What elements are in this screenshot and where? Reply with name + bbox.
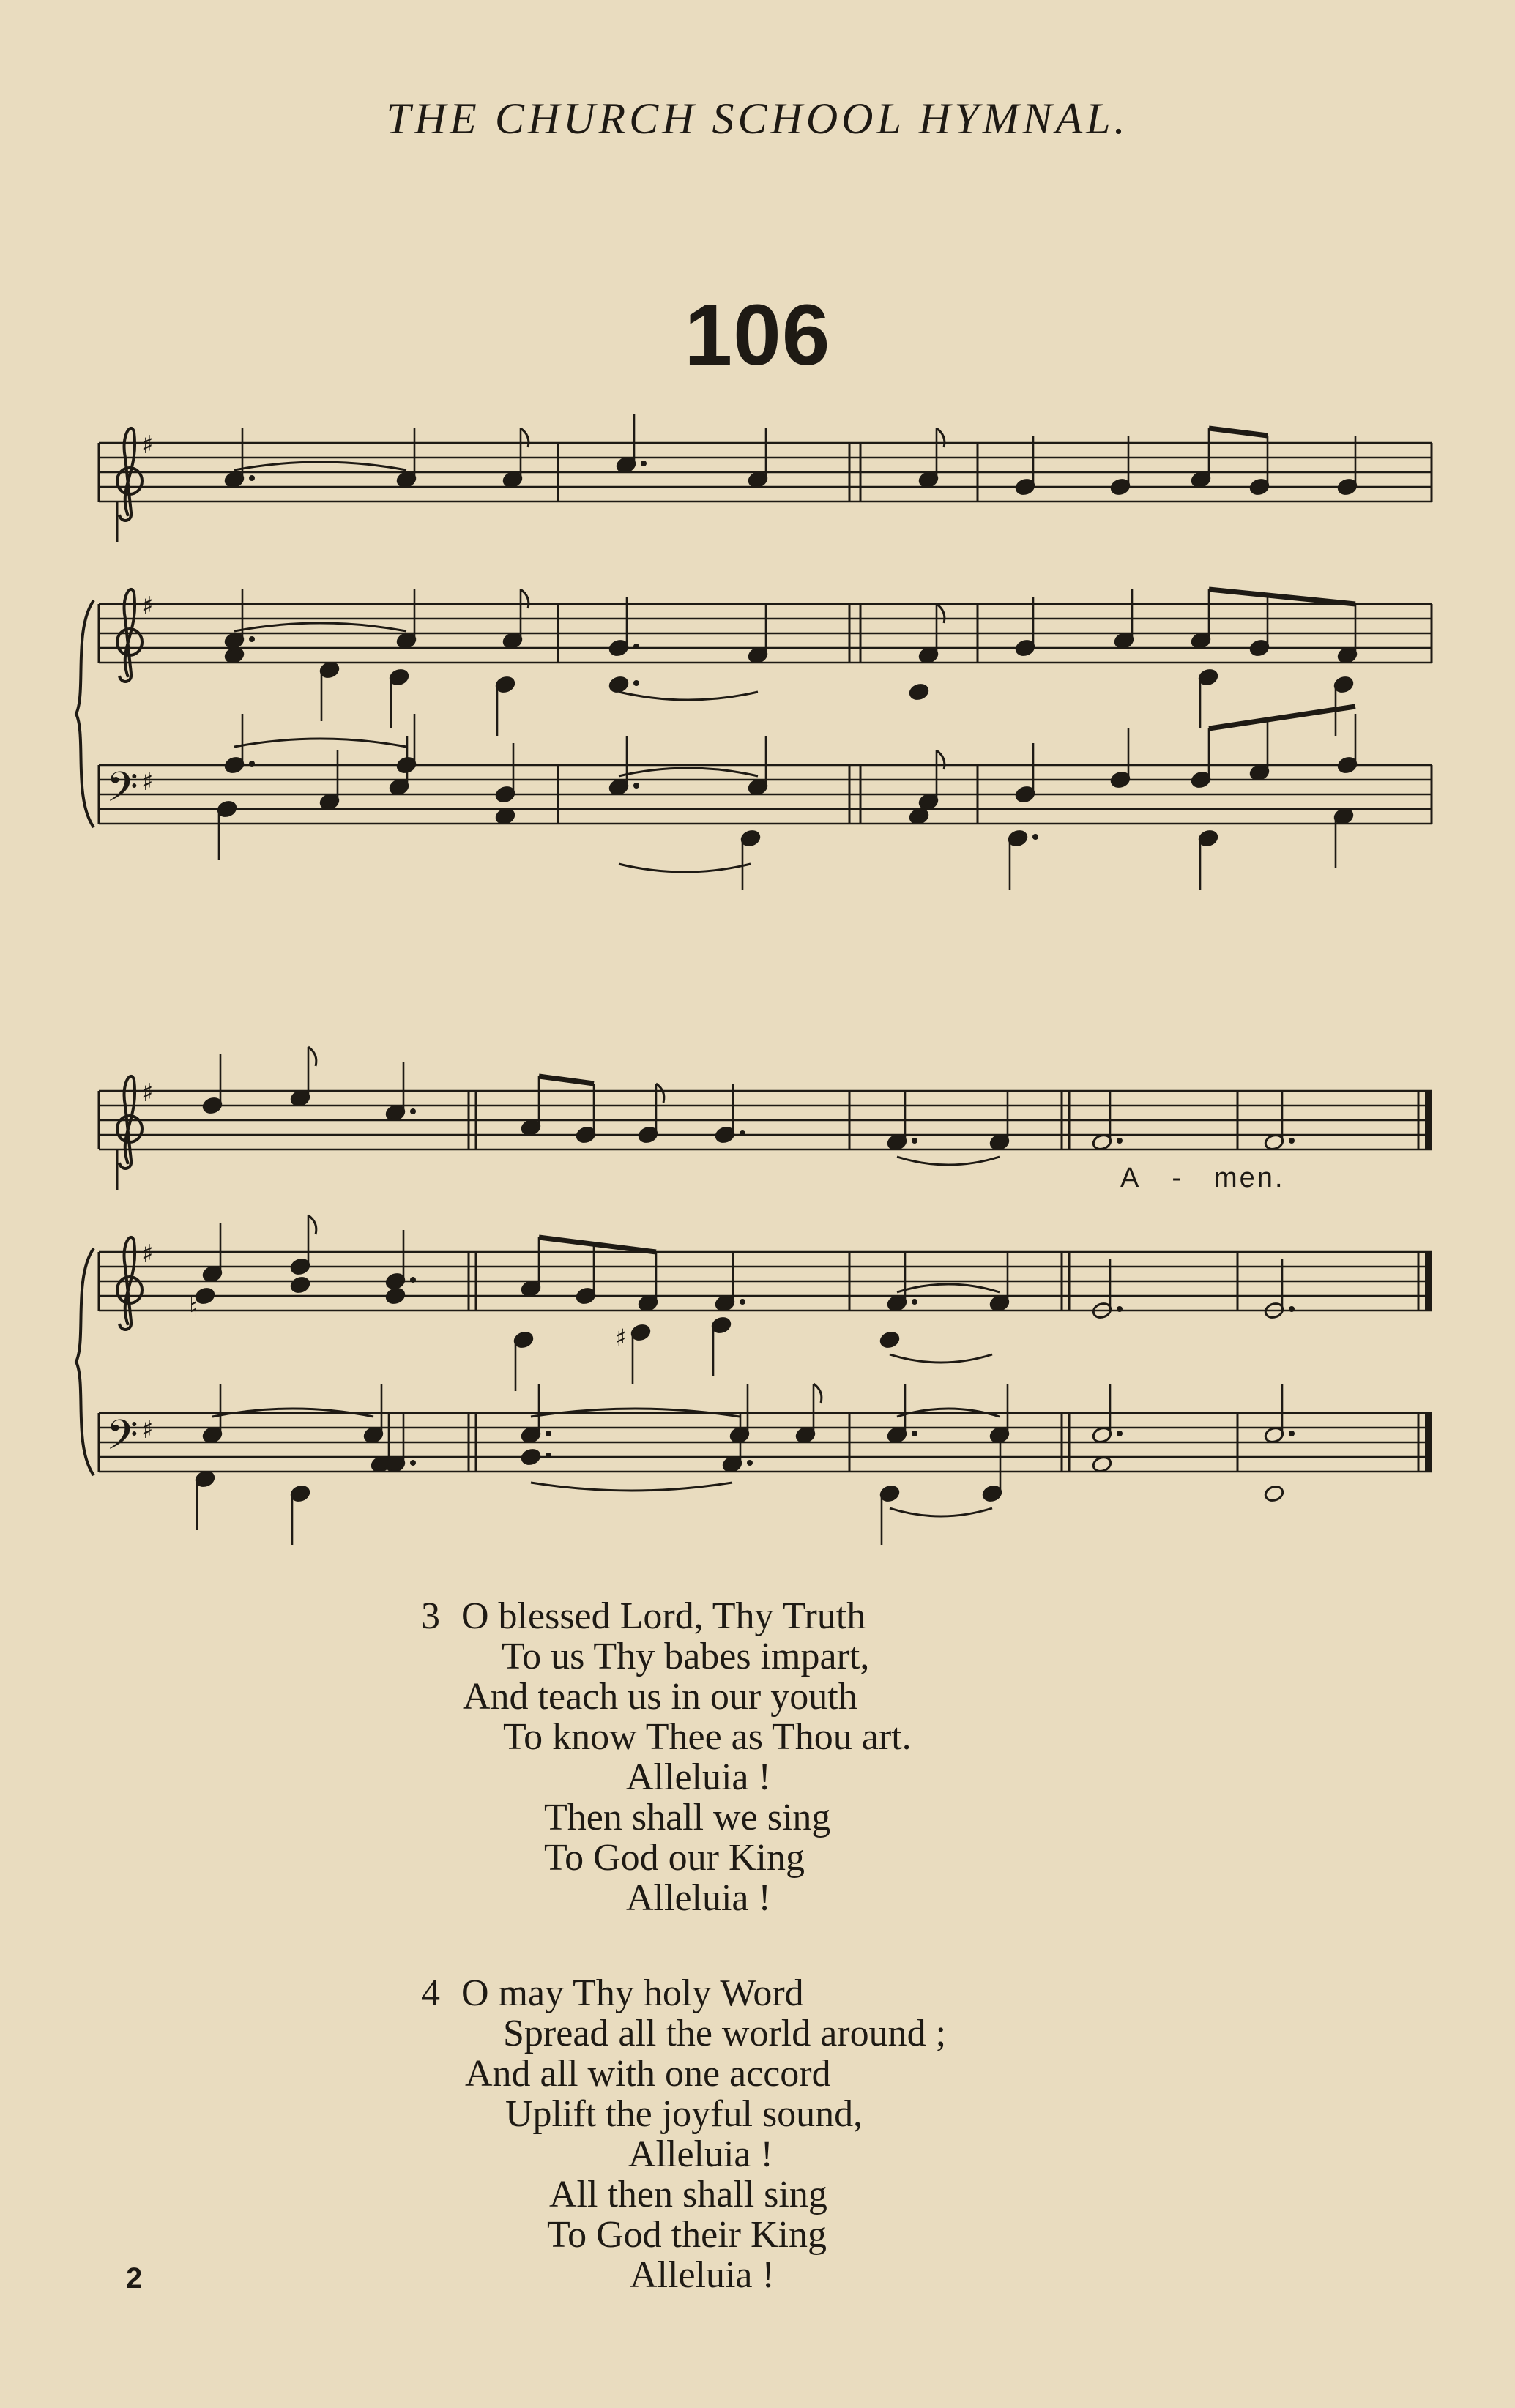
brace: [76, 600, 94, 827]
flag: [521, 428, 529, 447]
note: [1015, 743, 1036, 804]
note: [513, 1330, 535, 1391]
note: [887, 1091, 917, 1152]
note: [521, 1076, 542, 1137]
verse-line: Then shall we sing: [544, 1797, 831, 1838]
amen-lyric: [1120, 1163, 1285, 1194]
bass-clef-glyph: 𝄢: [106, 1412, 138, 1469]
notehead: [1264, 1484, 1285, 1502]
note: [711, 1316, 732, 1376]
flag: [814, 1384, 822, 1403]
note: [608, 736, 639, 797]
verse-line: O blessed Lord, Thy Truth: [461, 1595, 866, 1637]
dot: [546, 1431, 551, 1436]
tie: [619, 768, 758, 776]
note: [202, 1223, 223, 1283]
note: [521, 1237, 542, 1298]
note: [1264, 1484, 1285, 1502]
tie: [619, 864, 751, 872]
notehead: [1092, 1455, 1113, 1473]
note: [608, 675, 639, 693]
tie: [890, 1508, 992, 1516]
note: [363, 1384, 384, 1445]
sharp-icon: ♯: [141, 1078, 154, 1108]
note: [502, 589, 529, 650]
note: [1333, 807, 1355, 868]
dot: [747, 1460, 753, 1466]
verse-line: To know Thee as Thou art.: [503, 1716, 912, 1758]
note: [224, 646, 245, 664]
tie: [897, 1284, 1000, 1292]
note: [748, 428, 769, 489]
dot: [1289, 1138, 1295, 1144]
note: [1337, 714, 1358, 775]
dot: [1117, 1431, 1123, 1436]
note: [1092, 1384, 1123, 1445]
note: [918, 428, 945, 489]
note: [1008, 829, 1038, 890]
dot: [633, 783, 639, 789]
note: [748, 736, 769, 797]
note: [982, 1442, 1003, 1503]
note: [290, 1275, 311, 1294]
note: [396, 428, 417, 489]
verse-3: [421, 1596, 1153, 1933]
final-barline: [1425, 1252, 1432, 1311]
dot: [633, 644, 639, 649]
beam: [539, 1237, 656, 1252]
dot: [912, 1299, 917, 1305]
note: [1264, 1091, 1295, 1152]
dot: [1117, 1306, 1123, 1312]
note: [495, 743, 516, 804]
natural-icon: ♮: [189, 1293, 198, 1323]
brace: [76, 1248, 94, 1475]
dot: [740, 1130, 745, 1136]
note: [576, 1245, 597, 1305]
bass-clef-icon: [106, 764, 153, 821]
sharp-icon: ♯: [141, 767, 154, 797]
flag: [937, 604, 945, 623]
dot: [410, 1460, 416, 1466]
dot: [1117, 1138, 1123, 1144]
notehead: [608, 675, 630, 693]
note: [989, 1252, 1010, 1313]
note: [909, 682, 930, 701]
sharp-icon: ♯: [615, 1324, 627, 1352]
note: [385, 1230, 416, 1291]
note: [1015, 597, 1036, 657]
verse-line: To God their King: [547, 2214, 827, 2256]
dot: [410, 1277, 416, 1283]
note: [1015, 436, 1036, 496]
note: [715, 1252, 745, 1313]
hymn-number: 106: [684, 287, 831, 384]
tie: [234, 739, 406, 747]
note: [195, 1469, 216, 1530]
tie: [531, 1483, 732, 1491]
dot: [633, 680, 639, 686]
verse-number: 4: [421, 1972, 440, 2014]
tie: [897, 1157, 1000, 1165]
note: [1337, 604, 1358, 665]
note: [1110, 728, 1131, 789]
note: [638, 1252, 659, 1313]
note: [319, 660, 340, 721]
dot: [740, 1299, 745, 1305]
note: [495, 807, 516, 825]
bass-clef-icon: [106, 1412, 153, 1469]
dot: [1289, 1431, 1295, 1436]
note: [909, 807, 930, 825]
note: [1249, 721, 1270, 782]
verse-line: Alleluia !: [630, 2254, 775, 2296]
notehead: [909, 807, 930, 825]
note: [502, 428, 529, 489]
notehead: [224, 646, 245, 664]
note: [1110, 436, 1131, 496]
note: [740, 829, 762, 890]
beam: [1209, 428, 1268, 436]
note: [1191, 728, 1212, 789]
note: [495, 675, 516, 736]
dot: [912, 1431, 917, 1436]
amen-syllable-men: men.: [1214, 1163, 1285, 1193]
note: [290, 1047, 316, 1108]
note: [608, 597, 639, 657]
note: [224, 589, 255, 650]
running-title: THE CHURCH SCHOOL HYMNAL.: [386, 94, 1129, 143]
note: [715, 1084, 745, 1144]
staff: [99, 1413, 1432, 1472]
note: [224, 428, 255, 489]
note: [879, 1330, 901, 1349]
note: [1264, 1384, 1295, 1445]
dot: [249, 761, 255, 767]
note: [1337, 436, 1358, 496]
verse-line: O may Thy holy Word: [461, 1972, 804, 2014]
beam: [1209, 707, 1355, 728]
page-number: 2: [126, 2262, 143, 2295]
beam: [1209, 589, 1355, 604]
verse-line: Alleluia !: [628, 2133, 773, 2175]
note: [1092, 1455, 1113, 1473]
notehead: [879, 1330, 901, 1349]
amen-hyphen: -: [1172, 1163, 1184, 1193]
tie: [234, 462, 406, 470]
final-barline: [1425, 1091, 1432, 1149]
note: [385, 1062, 416, 1122]
note: [385, 1286, 406, 1305]
note: [887, 1384, 917, 1445]
dot: [1289, 1306, 1295, 1312]
flag: [521, 589, 529, 608]
dot: [249, 475, 255, 481]
note: [1191, 589, 1212, 650]
notehead: [385, 1286, 406, 1305]
verse-line: And teach us in our youth: [463, 1676, 857, 1718]
note: [989, 1091, 1010, 1152]
flag: [937, 750, 945, 769]
note: [630, 1323, 652, 1384]
sharp-icon: ♯: [141, 1415, 154, 1445]
note: [1249, 597, 1270, 657]
verse-4: [421, 1973, 1153, 2310]
dot: [546, 1453, 551, 1458]
verse-line: Alleluia !: [626, 1756, 771, 1798]
verse-line: Spread all the world around ;: [503, 2013, 947, 2054]
note: [887, 1252, 917, 1313]
notehead: [495, 807, 516, 825]
flag: [308, 1215, 316, 1234]
note: [795, 1384, 822, 1445]
beam: [539, 1076, 594, 1084]
note: [879, 1484, 901, 1545]
note: [1114, 589, 1135, 650]
final-barline: [1425, 1413, 1432, 1472]
note: [1198, 829, 1219, 890]
note: [319, 750, 340, 811]
tie: [619, 692, 758, 700]
note: [389, 668, 410, 728]
notehead: [909, 682, 930, 701]
note: [1249, 436, 1270, 496]
verse-line: Alleluia !: [626, 1877, 771, 1919]
note: [290, 1484, 311, 1545]
sharp-icon: ♯: [141, 1240, 154, 1269]
dot: [410, 1108, 416, 1114]
note: [1092, 1091, 1123, 1152]
flag: [656, 1084, 664, 1103]
amen-syllable-a: A: [1120, 1163, 1142, 1193]
dot: [912, 1138, 917, 1144]
flag: [937, 428, 945, 447]
dot: [641, 461, 647, 466]
note: [748, 604, 769, 665]
notehead: [290, 1275, 311, 1294]
note: [521, 1447, 551, 1466]
note: [918, 604, 945, 665]
note: [1191, 428, 1212, 489]
verse-line: To God our King: [544, 1837, 805, 1879]
dot: [1032, 834, 1038, 840]
notehead: [521, 1447, 542, 1466]
note: [217, 799, 238, 860]
dot: [249, 636, 255, 642]
verse-line: To us Thy babes impart,: [502, 1636, 870, 1677]
note: [576, 1084, 597, 1144]
tie: [890, 1354, 992, 1363]
tie: [234, 623, 406, 631]
note: [202, 1384, 223, 1445]
note: [202, 1054, 223, 1115]
note: [616, 414, 647, 474]
flag: [308, 1047, 316, 1066]
verse-line: Uplift the joyful sound,: [505, 2093, 863, 2135]
verse-number: 3: [421, 1595, 440, 1637]
sharp-icon: ♯: [141, 592, 154, 621]
verse-line: All then shall sing: [549, 2174, 827, 2215]
note: [396, 589, 417, 650]
sharp-icon: ♯: [141, 430, 154, 460]
note: [918, 750, 945, 811]
note: [1198, 668, 1219, 728]
bass-clef-glyph: 𝄢: [106, 764, 138, 821]
verse-line: And all with one accord: [465, 2053, 831, 2095]
